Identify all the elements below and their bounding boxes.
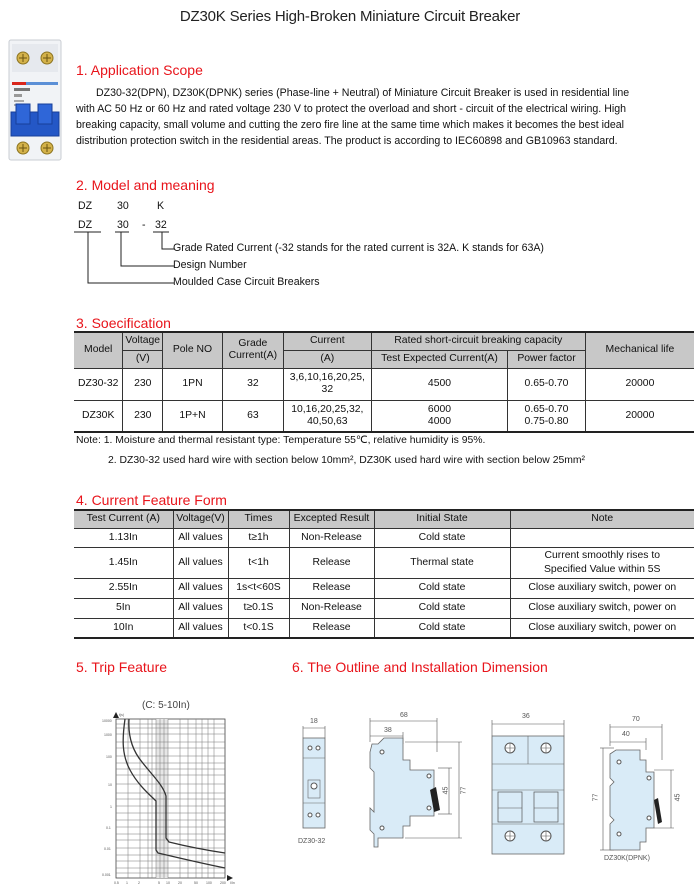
section-heading-current-feature: 4. Current Feature Form (76, 492, 227, 508)
cell-times: 1s<t<60S (228, 578, 289, 598)
svg-text:1000: 1000 (104, 733, 112, 737)
section-heading-outline-dimension: 6. The Outline and Installation Dimension (292, 659, 548, 675)
cell-model: DZ30-32 (74, 368, 123, 400)
header-mechanical-life: Mechanical life (585, 332, 694, 368)
cell-result: Release (289, 547, 374, 578)
dz30k-width-label: 36 (522, 713, 530, 720)
cell-note (510, 547, 694, 578)
dz30-32-front-depth-label: 38 (384, 727, 392, 734)
cell-test-current: 1.45In (74, 547, 173, 578)
cell-result: Release (289, 578, 374, 598)
scope-line-3: breaking capacity, small volume and cutting the zero fire line at the same time which makes it becomes the best ideal (76, 119, 625, 131)
dz30-32-window-height-label: 45 (442, 786, 450, 795)
model-code-32: 32 (155, 219, 167, 231)
cell-current-line2: 32 (321, 384, 334, 395)
svg-text:10: 10 (166, 881, 170, 885)
cell-result: Non-Release (289, 598, 374, 618)
cell-times: t≥1h (228, 528, 289, 547)
cell-state: Thermal state (374, 547, 510, 578)
svg-text:20: 20 (178, 881, 182, 885)
cell-test-current: 4500 (371, 368, 507, 400)
dz30-32-front-view (298, 718, 338, 848)
cell-note: Close auxiliary switch, power on (510, 598, 694, 618)
dz30-32-caption: DZ30-32 (298, 838, 326, 845)
svg-text:1: 1 (126, 881, 128, 885)
label-design-number: Design Number (173, 259, 247, 271)
cell-state: Cold state (374, 598, 510, 618)
svg-text:50: 50 (194, 881, 198, 885)
section-heading-trip-feature: 5. Trip Feature (76, 659, 168, 675)
cell-note-line2: Specified Value within 5S (544, 563, 661, 575)
cell-pf-line1: 0.65-0.70 (524, 403, 569, 415)
cell-times: t<1h (228, 547, 289, 578)
dz30-32-width-label: 18 (310, 718, 318, 725)
dz30-32-height-label: 77 (460, 786, 468, 795)
cell-state: Cold state (374, 618, 510, 638)
application-scope-text (76, 85, 696, 149)
cell-test-current: 5In (74, 598, 173, 618)
model-code-dz-2: DZ (78, 219, 93, 231)
model-code-30-2: 30 (117, 219, 129, 231)
svg-text:I/In: I/In (230, 881, 235, 885)
table-row (74, 547, 694, 578)
cell-voltage: 230 (123, 368, 163, 400)
cell-note: Close auxiliary switch, power on (510, 578, 694, 598)
cell-note: Close auxiliary switch, power on (510, 618, 694, 638)
header-grade (222, 332, 283, 368)
table-row (74, 528, 694, 547)
header-note: Note (510, 510, 694, 528)
cell-current-line1: 3,6,10,16,20,25, (289, 372, 365, 383)
cell-current (283, 368, 371, 400)
svg-text:100: 100 (206, 881, 212, 885)
header-grade-label: Grade Current(A) (228, 338, 278, 362)
dz30k-front-view (488, 712, 568, 857)
header-voltage: Voltage (123, 332, 163, 350)
cell-grade: 63 (222, 400, 283, 432)
header-voltage: Voltage(V) (173, 510, 228, 528)
section-heading-specification: 3. Soecification (76, 315, 171, 331)
table-row (74, 598, 694, 618)
header-test-current: Test Expected Current(A) (371, 350, 507, 368)
svg-text:2: 2 (138, 881, 140, 885)
dz30k-window-height-label: 45 (674, 793, 682, 802)
current-feature-table (74, 509, 694, 639)
section-heading-model-meaning: 2. Model and meaning (76, 177, 215, 193)
header-rated-capacity: Rated short-circuit breaking capacity (371, 332, 585, 350)
model-code-dz: DZ (78, 200, 93, 212)
dz30k-height-label: 77 (592, 793, 600, 802)
header-voltage-unit: (V) (123, 350, 163, 368)
trip-curve-chart (100, 700, 240, 888)
cell-test-current: 1.13In (74, 528, 173, 547)
label-grade-rated-current: Grade Rated Current (-32 stands for the rated current is 32A. K stands for 63A) (173, 242, 544, 254)
label-moulded-case: Moulded Case Circuit Breakers (173, 276, 320, 288)
cell-pf-line2: 0.75-0.80 (524, 415, 569, 427)
svg-text:10: 10 (108, 783, 112, 787)
dz30-32-side-view (360, 712, 470, 852)
cell-power-factor (508, 400, 586, 432)
cell-model: DZ30K (74, 400, 123, 432)
spec-note-2: 2. DZ30-32 used hard wire with section below 10mm², DZ30K used hard wire with section below 25mm² (108, 455, 586, 466)
cell-test-current (371, 400, 507, 432)
header-current: Current (283, 332, 371, 350)
header-model: Model (74, 332, 123, 368)
table-row (74, 618, 694, 638)
trip-chart-title: (C: 5-10In) (142, 700, 190, 711)
cell-test-line1: 6000 (427, 403, 452, 415)
table-row (74, 368, 694, 400)
model-code-30: 30 (117, 200, 129, 212)
svg-text:100: 100 (106, 755, 112, 759)
svg-text:10000: 10000 (102, 719, 112, 723)
product-image (6, 38, 66, 163)
dz30k-depth-label: 70 (632, 716, 640, 723)
header-initial-state: Initial State (374, 510, 510, 528)
table-row (74, 400, 694, 432)
dz30k-side-view (592, 716, 692, 862)
dz30-32-depth-label: 68 (400, 712, 408, 719)
cell-voltage: All values (173, 618, 228, 638)
svg-text:0.001: 0.001 (102, 873, 111, 877)
cell-note (510, 528, 694, 547)
cell-voltage: All values (173, 598, 228, 618)
svg-text:0.01: 0.01 (104, 847, 111, 851)
header-times: Times (228, 510, 289, 528)
cell-test-current: 10In (74, 618, 173, 638)
dz30k-caption: DZ30K(DPNK) (604, 855, 650, 862)
cell-power-factor: 0.65-0.70 (508, 368, 586, 400)
cell-mech-life: 20000 (585, 368, 694, 400)
cell-result: Non-Release (289, 528, 374, 547)
cell-pole: 1PN (163, 368, 223, 400)
svg-text:0.5: 0.5 (114, 881, 119, 885)
model-code-k: K (157, 200, 165, 212)
cell-state: Cold state (374, 578, 510, 598)
svg-text:200: 200 (220, 881, 226, 885)
svg-text:0.1: 0.1 (106, 826, 111, 830)
cell-pole: 1P+N (163, 400, 223, 432)
cell-voltage: All values (173, 578, 228, 598)
header-current-unit: (A) (283, 350, 371, 368)
cell-times: t≥0.1S (228, 598, 289, 618)
cell-result: Release (289, 618, 374, 638)
cell-test-line2: 4000 (427, 415, 452, 427)
cell-current (283, 400, 371, 432)
spec-note-1: Note: 1. Moisture and thermal resistant type: Temperature 55℃, relative humidity is 95%. (76, 435, 486, 446)
cell-current-line1: 10,16,20,25,32, (291, 403, 364, 415)
header-test-current: Test Current (A) (74, 510, 173, 528)
model-meaning-connector-lines (70, 230, 180, 290)
cell-voltage: All values (173, 547, 228, 578)
svg-text:1: 1 (110, 805, 112, 809)
cell-grade: 32 (222, 368, 283, 400)
cell-voltage: All values (173, 528, 228, 547)
header-pole: Pole NO (163, 332, 223, 368)
svg-text:5: 5 (158, 881, 160, 885)
header-expected-result: Excepted Result (289, 510, 374, 528)
cell-note-line1: Current smoothly rises to (544, 549, 660, 561)
cell-voltage: 230 (123, 400, 163, 432)
cell-test-current: 2.55In (74, 578, 173, 598)
cell-times: t<0.1S (228, 618, 289, 638)
model-code-dash: - (142, 219, 146, 231)
table-row (74, 578, 694, 598)
scope-line-4: distribution protection switch in the residential areas. The product is according to IEC60898 and GB10963 standard. (76, 135, 618, 147)
svg-text:t(s): t(s) (119, 713, 125, 717)
page-title: DZ30K Series High-Broken Miniature Circuit Breaker (179, 8, 521, 25)
cell-mech-life: 20000 (585, 400, 694, 432)
cell-state: Cold state (374, 528, 510, 547)
header-power-factor: Power factor (508, 350, 586, 368)
cell-current-line2: 40,50,63 (307, 415, 348, 427)
specification-table (74, 331, 694, 433)
section-heading-application-scope: 1. Application Scope (76, 62, 203, 78)
scope-line-1: DZ30-32(DPN), DZ30K(DPNK) series (Phase-line + Neutral) of Miniature Circuit Breaker is used in residential line (96, 87, 630, 99)
dz30k-front-depth-label: 40 (622, 731, 630, 738)
scope-line-2: with AC 50 Hz or 60 Hz and rated voltage 230 V to protect the overload and short - circuit of the electrical wiring. High (76, 103, 626, 115)
